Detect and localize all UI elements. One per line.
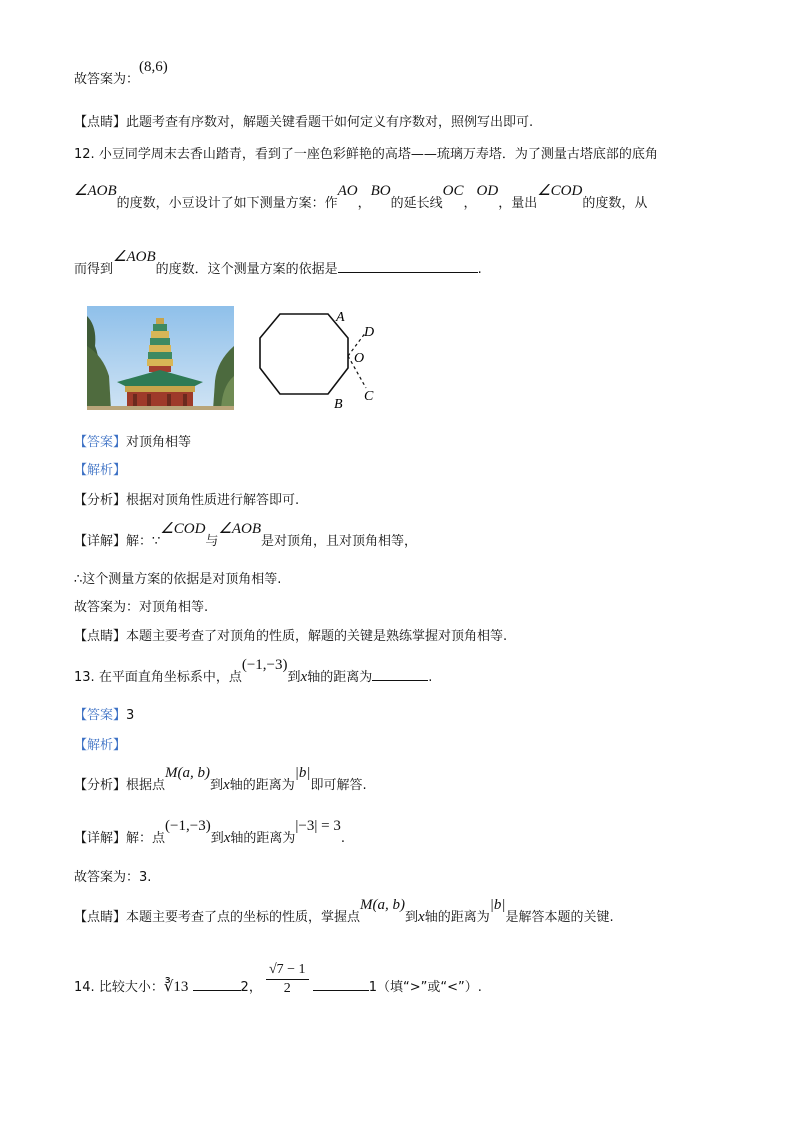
fenxi-label: 【分析】: [74, 493, 127, 508]
stem-text: 而得到: [74, 262, 114, 277]
answer-text: 3: [126, 708, 135, 723]
stem-text: 的度数，小豆设计了如下测量方案：作: [116, 196, 338, 211]
angle-cod: ∠COD: [160, 521, 206, 537]
q13-analysis-label: [74, 737, 126, 755]
value-1-hint: 1（填“>”或“<”）.: [368, 980, 482, 995]
comment-text: 本题主要考查了对顶角的性质，解题的关键是熟练掌握对顶角相等.: [126, 629, 508, 644]
xiangjie-text: 解：∵: [126, 534, 161, 549]
q12-fenxi: [74, 492, 299, 510]
stem-text: 的延长线: [390, 196, 443, 211]
fenxi-text: 轴的距离为: [229, 778, 295, 793]
pagoda-photo-svg: [87, 306, 234, 410]
point-m: M(a, b): [165, 765, 211, 781]
q12-therefore: [74, 571, 281, 589]
fraction-denominator: 2: [283, 981, 291, 996]
q13-final-answer: [74, 869, 151, 887]
label-d: D: [364, 325, 375, 340]
angle-aob: ∠AOB: [218, 521, 262, 537]
fenxi-text: 根据对顶角性质进行解答即可.: [126, 493, 300, 508]
question-number: 13.: [74, 670, 95, 685]
xiangjie-label: 【详解】: [74, 831, 127, 846]
q12-answer: [74, 434, 191, 452]
q13-answer: [74, 707, 134, 725]
analysis-label: 【解析】: [74, 463, 127, 478]
q12-stem-line2: [74, 183, 648, 213]
segment-bo: BO: [370, 183, 391, 199]
comment-text: 是解答本题的关键.: [505, 910, 614, 925]
comment-label: 【点睛】: [74, 629, 127, 644]
punct: ，: [357, 196, 371, 211]
x-var: x: [418, 909, 425, 925]
fenxi-label: 【分析】: [74, 778, 127, 793]
label-o: O: [354, 351, 365, 366]
fraction-sqrt7-minus-1-over-2: [266, 961, 309, 998]
question-number: 12.: [74, 147, 95, 162]
octagon-shape: [260, 314, 348, 394]
label-c: C: [364, 389, 374, 404]
label-b: B: [334, 397, 343, 410]
question-number: 14.: [74, 980, 95, 995]
xiangjie-text: 轴的距离为: [230, 831, 296, 846]
abs-b: |b|: [489, 897, 506, 913]
xiangjie-label: 【详解】: [74, 534, 127, 549]
answer-label: 【答案】: [74, 708, 127, 723]
punct: .: [477, 262, 482, 277]
angle-cod: ∠COD: [537, 183, 583, 199]
answer-blank-2: [313, 978, 369, 991]
point-coord: (−1,−3): [241, 657, 288, 673]
abs-b: |b|: [294, 765, 311, 781]
ray-oc: OC: [442, 183, 464, 199]
x-var: x: [223, 777, 230, 793]
x-var: x: [300, 669, 308, 685]
q12-stem-line1: [74, 146, 658, 164]
stem-text: 比较大小：: [98, 980, 164, 995]
fraction-numerator: √7 − 1: [266, 961, 309, 980]
punct: .: [428, 670, 433, 685]
x-var: x: [223, 830, 231, 846]
q13-xiangjie: [74, 818, 345, 848]
q14-stem: [74, 962, 482, 1006]
therefore-text: ∴这个测量方案的依据是对顶角相等.: [74, 572, 282, 587]
q12-final-answer: [74, 599, 208, 617]
comment-text: 此题考查有序数对，解题关键看题干如何定义有序数对，照例写出即可.: [126, 115, 534, 130]
fenxi-text: 根据点: [126, 778, 166, 793]
answer-blank-1: [193, 978, 241, 991]
stem-text: 的度数．这个测量方案的依据是: [155, 262, 338, 277]
ray-od: OD: [476, 183, 499, 199]
stem-text: 在平面直角坐标系中，点: [98, 670, 242, 685]
punct: .: [340, 831, 345, 846]
xiangjie-text: 到: [210, 831, 224, 846]
final-answer-text: 故答案为：3.: [74, 870, 152, 885]
punct: ，: [463, 196, 477, 211]
q13-comment: [74, 897, 614, 927]
comment-text: 轴的距离为: [424, 910, 490, 925]
comment-text: 到: [405, 910, 419, 925]
analysis-label: 【解析】: [74, 738, 127, 753]
xiangjie-text: 解：点: [126, 831, 166, 846]
answer-blank: [338, 260, 478, 273]
q11-comment: [74, 114, 533, 132]
abs-equation: |−3| = 3: [295, 818, 341, 834]
octagon-figure: [252, 306, 392, 414]
answer-prefix: 故答案为：: [74, 72, 140, 87]
stem-text: 的度数，从: [582, 196, 648, 211]
xiangjie-text: 是对顶角，且对顶角相等，: [261, 534, 418, 549]
comment-label: 【点睛】: [74, 910, 127, 925]
q13-fenxi: [74, 765, 367, 795]
stem-text: 到: [287, 670, 301, 685]
answer-label: 【答案】: [74, 435, 127, 450]
fenxi-text: 即可解答.: [310, 778, 367, 793]
comment-text: 本题主要考查了点的坐标的性质，掌握点: [126, 910, 361, 925]
angle-aob: ∠AOB: [74, 183, 117, 199]
value-2: 2，: [240, 980, 262, 995]
q12-comment: [74, 628, 507, 646]
label-a: A: [336, 310, 345, 325]
point-m: M(a, b): [360, 897, 406, 913]
q12-xiangjie: [74, 521, 418, 551]
q12-analysis-label: [74, 462, 126, 480]
xiangjie-text: 与: [205, 534, 219, 549]
segment-ao: AO: [337, 183, 358, 199]
q11-answer-line: [74, 59, 168, 89]
fenxi-text: 到: [210, 778, 224, 793]
octagon-diagram: [252, 306, 392, 410]
point-coord: (−1,−3): [165, 818, 211, 834]
angle-aob: ∠AOB: [113, 249, 156, 265]
pagoda-photo: [87, 306, 234, 410]
comment-label: 【点睛】: [74, 115, 127, 130]
stem-text: ，量出: [498, 196, 538, 211]
answer-text: 对顶角相等: [126, 435, 192, 450]
answer-value: (8,6): [139, 59, 168, 75]
answer-blank: [372, 668, 428, 681]
question-stem: 小豆同学周末去香山踏青，看到了一座色彩鲜艳的高塔——琉璃万寿塔．为了测量古塔底部的底角: [98, 147, 658, 162]
q13-stem: [74, 657, 433, 687]
q12-stem-line3: [74, 249, 482, 279]
cube-root-13: ∛13: [163, 979, 189, 995]
stem-text: 轴的距离为: [307, 670, 373, 685]
final-answer-text: 故答案为：对顶角相等.: [74, 600, 209, 615]
